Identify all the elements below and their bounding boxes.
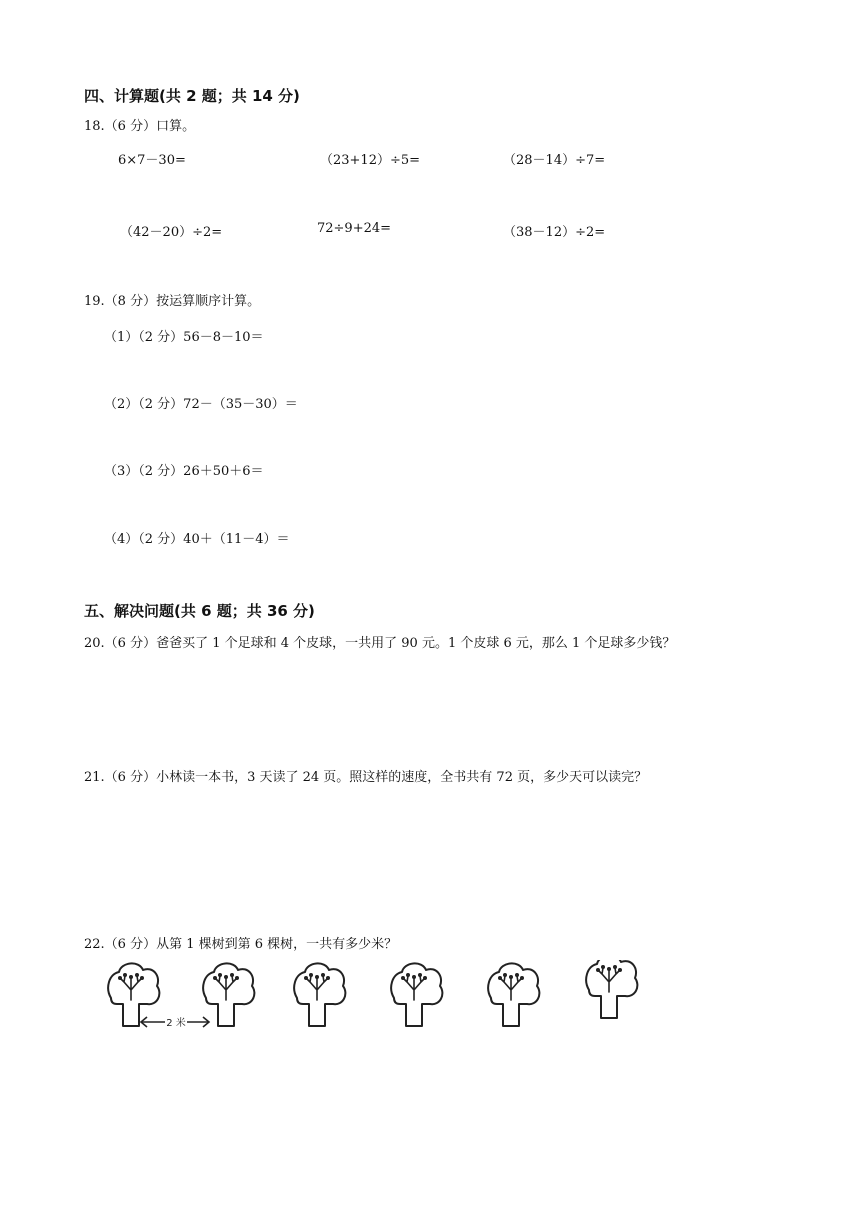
question-21: 21.（6 分）小林读一本书，3 天读了 24 页。照这样的速度，全书共有 72 页，多少天可以读完？ [84,770,648,785]
question-22: 22.（6 分）从第 1 棵树到第 6 棵树，一共有多少米？ [84,937,398,952]
tree-3 [294,963,345,1026]
q18-item-3: （28－14）÷7= [503,153,606,168]
section-5-title: 五、解决问题(共 6 题；共 36 分) [84,602,315,620]
tree-1 [108,963,159,1026]
q18-item-4: （42－20）÷2= [120,225,223,240]
q19-item-3: （3）（2 分）26＋50＋6＝ [104,464,264,479]
q19-item-2: （2）（2 分）72－（35－30）＝ [104,397,298,412]
q18-item-5: 72÷9+24= [317,221,392,236]
question-20: 20.（6 分）爸爸买了 1 个足球和 4 个皮球，一共用了 90 元。1 个皮球 6 元，那么 1 个足球多少钱？ [84,636,676,651]
q19-item-1: （1）（2 分）56－8－10＝ [104,330,264,345]
trees-figure [95,960,655,1040]
question-19-stem: 19.（8 分）按运算顺序计算。 [84,294,261,309]
tree-4 [391,963,442,1026]
tree-5 [488,963,539,1026]
tree-6 [586,960,637,1018]
section-4-title: 四、计算题(共 2 题；共 14 分) [84,87,300,105]
q19-item-4: （4）（2 分）40＋（11－4）＝ [104,532,290,547]
question-18-stem: 18.（6 分）口算。 [84,119,196,134]
q18-item-2: （23+12）÷5= [320,153,421,168]
tree-2 [203,963,254,1026]
q18-item-1: 6×7－30= [118,153,186,168]
distance-label: 2 米 [166,1018,186,1029]
q18-item-6: （38－12）÷2= [503,225,606,240]
